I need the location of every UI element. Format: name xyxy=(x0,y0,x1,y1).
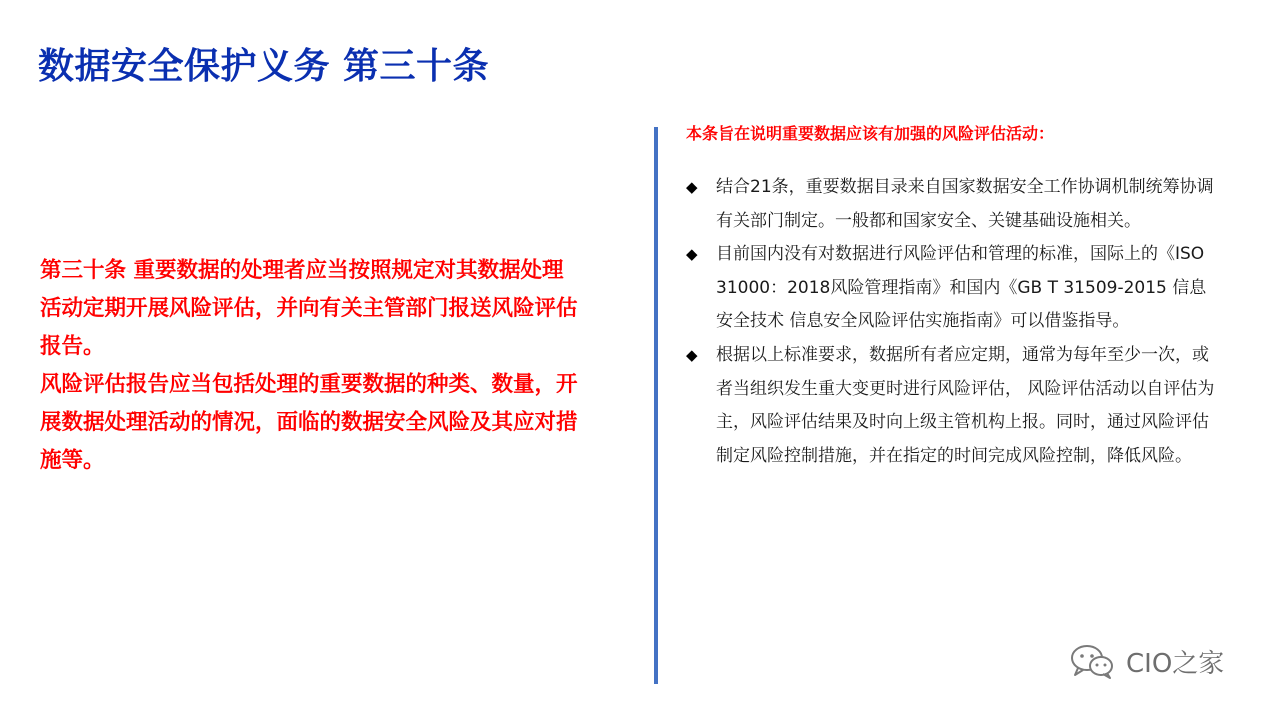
list-item xyxy=(686,339,1216,473)
explanation-intro: 本条旨在说明重要数据应该有加强的风险评估活动： xyxy=(686,124,1055,143)
bullet-text: 结合21条，重要数据目录来自国家数据安全工作协调机制统筹协调有关部门制定。一般都和国家安全、关键基础设施相关。 xyxy=(716,177,1214,231)
bullet-text: 目前国内没有对数据进行风险评估和管理的标准，国际上的《ISO 31000：2018风险管理指南》和国内《GB T 31509-2015 信息安全技术 信息安全风险评估实施指南》可以借鉴指导。 xyxy=(716,244,1207,332)
watermark-text: CIO之家 xyxy=(1126,648,1225,679)
wechat-icon xyxy=(1068,642,1118,680)
list-item xyxy=(686,238,1216,339)
article-text-block xyxy=(40,252,580,480)
slide-title: 数据安全保护义务 第三十条 xyxy=(38,46,490,87)
diamond-bullet-icon: ◆ xyxy=(686,345,698,364)
explanation-bullet-list xyxy=(686,171,1216,473)
bullet-text: 根据以上标准要求，数据所有者应定期，通常为每年至少一次，或者当组织发生重大变更时进行风险评估， 风险评估活动以自评估为主，风险评估结果及时向上级主管机构上报。同时，通过风险评估制定风险控制措施，并在指定的时间完成风险控制，降低风险。 xyxy=(716,344,1215,466)
vertical-divider xyxy=(654,127,658,684)
diamond-bullet-icon: ◆ xyxy=(686,245,698,264)
watermark xyxy=(1068,642,1224,680)
diamond-bullet-icon: ◆ xyxy=(686,178,698,196)
article-paragraph: 风险评估报告应当包括处理的重要数据的种类、数量，开展数据处理活动的情况，面临的数据安全风险及其应对措施等。 xyxy=(40,372,578,473)
list-item xyxy=(686,171,1216,238)
article-paragraph: 第三十条 重要数据的处理者应当按照规定对其数据处理活动定期开展风险评估，并向有关主管部门报送风险评估报告。 xyxy=(40,258,578,359)
